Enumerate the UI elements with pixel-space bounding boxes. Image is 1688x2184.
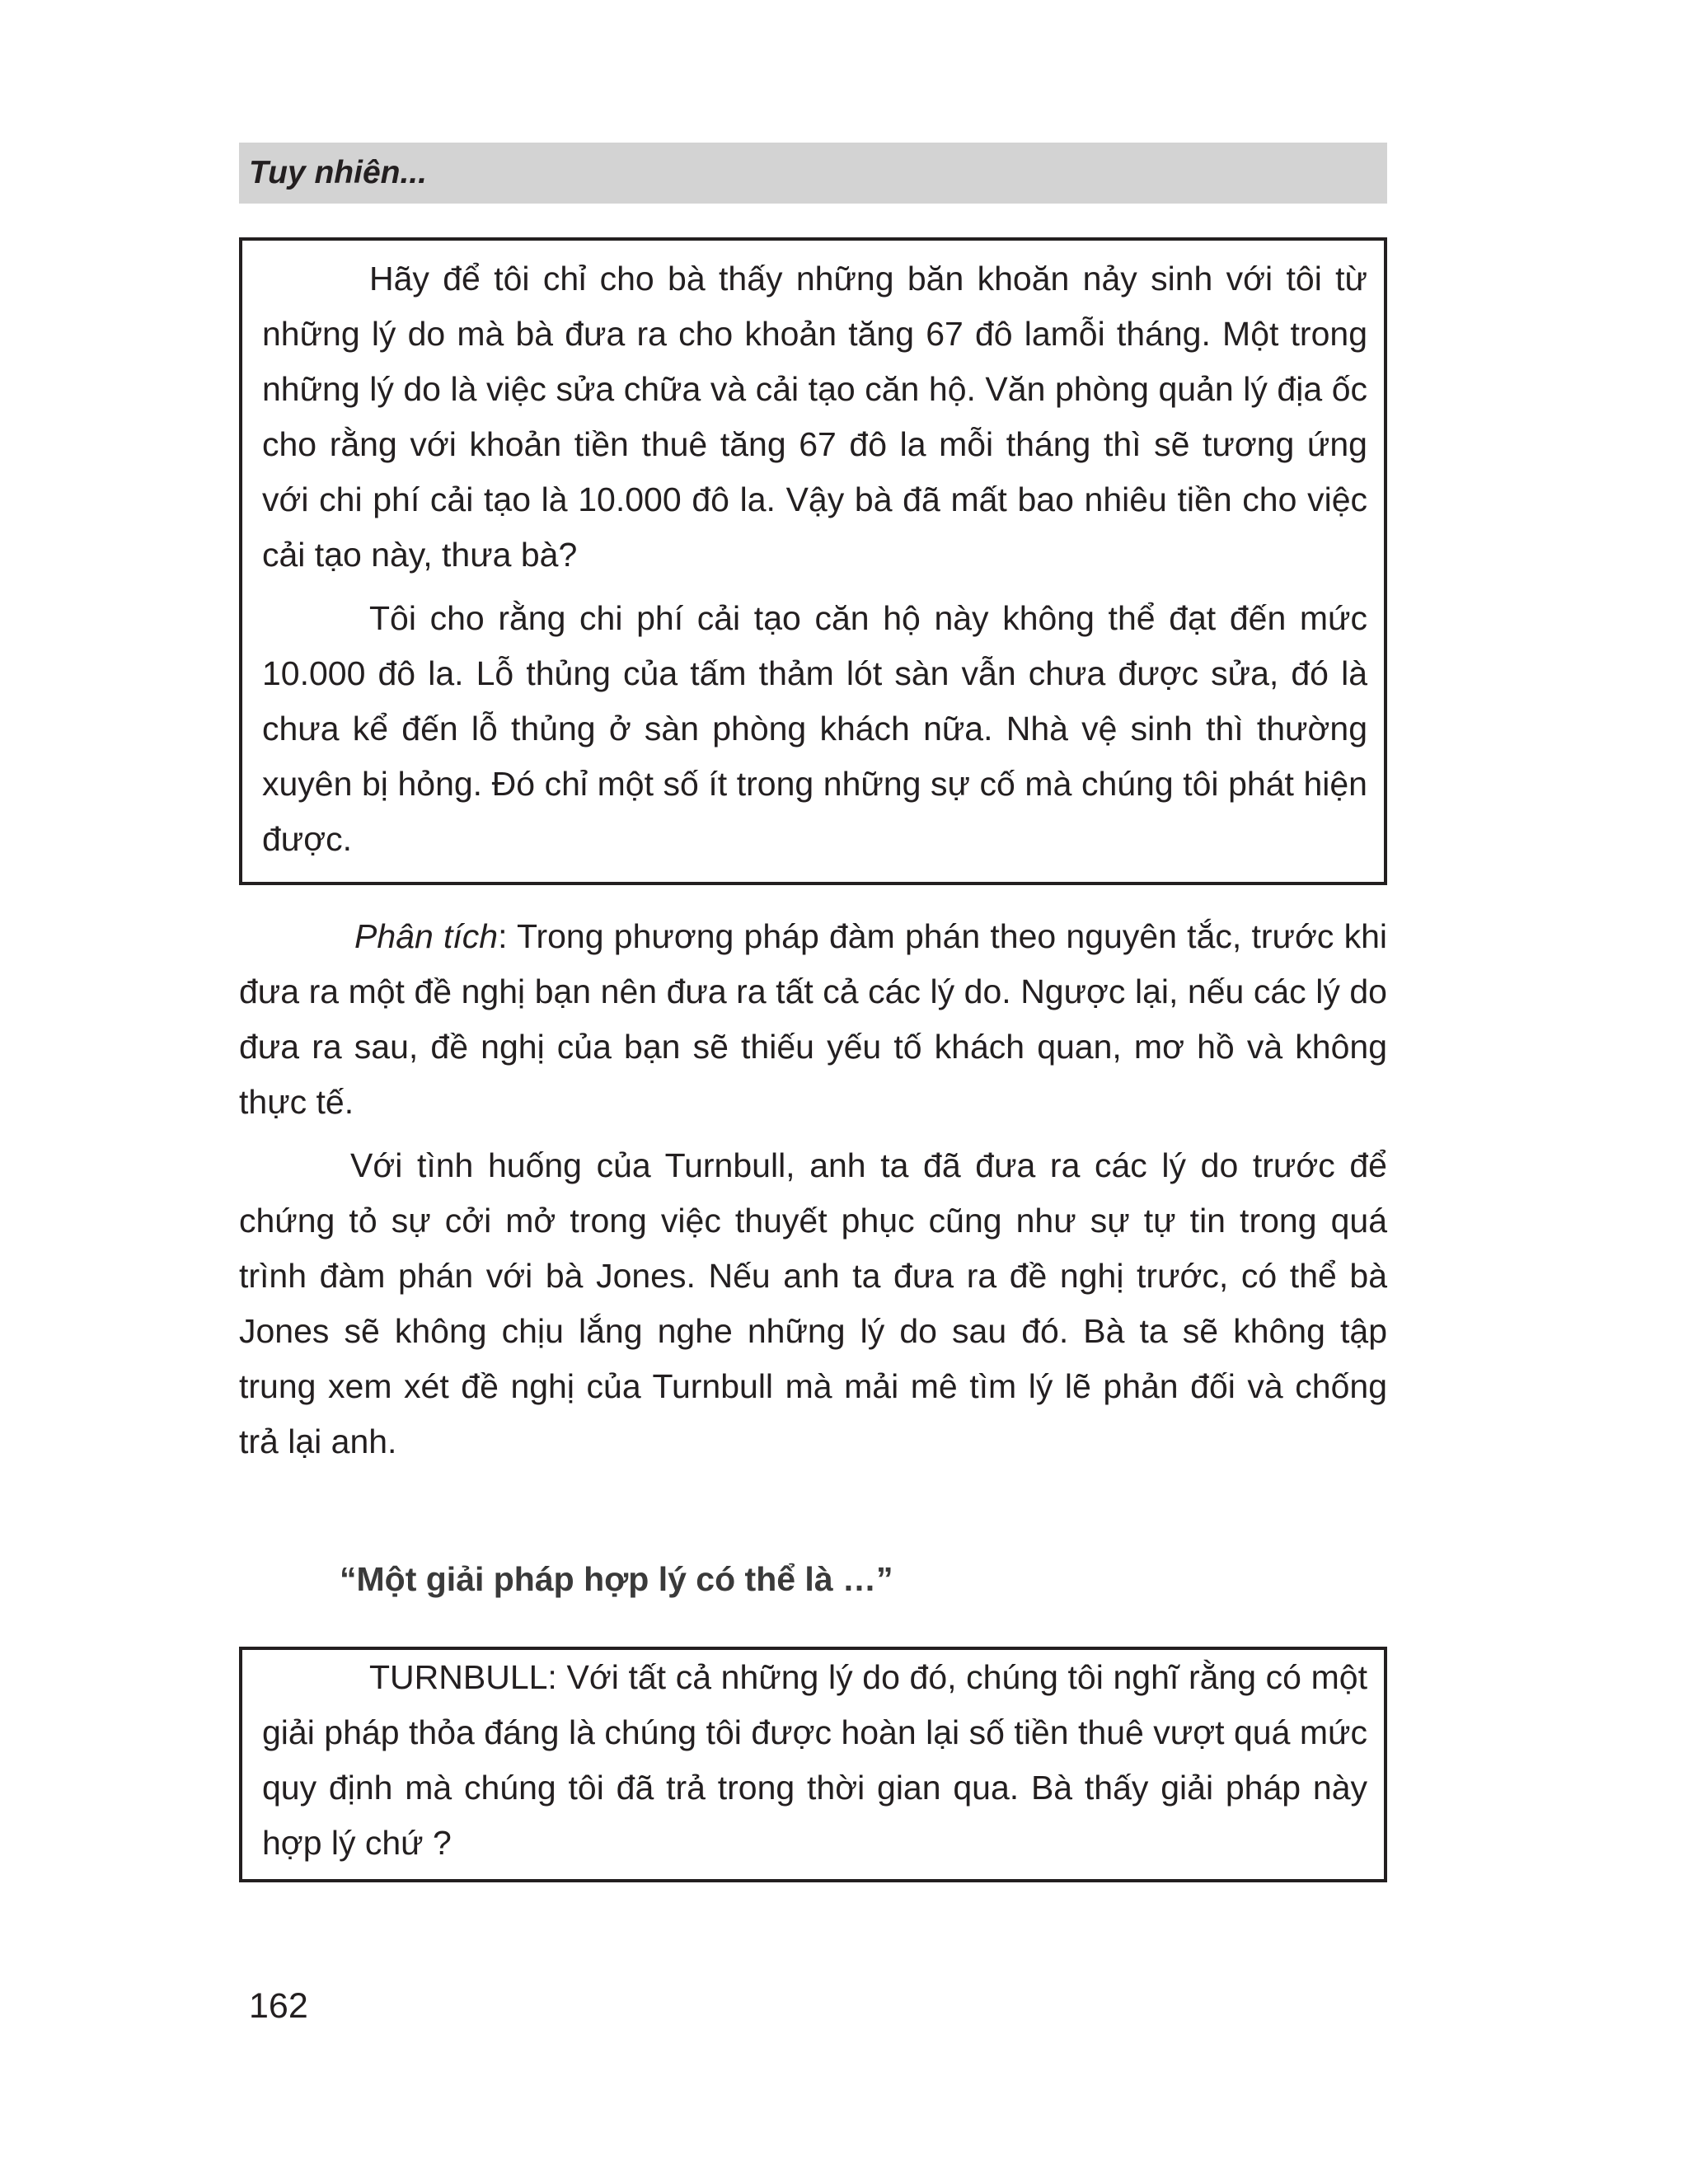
dialogue-paragraph: Hãy để tôi chỉ cho bà thấy những băn khoăn nảy sinh với tôi từ những lý do mà bà đưa ra cho khoản tăng 67 đô lamỗi tháng. Một trong những lý do là việc sửa chữa và cải tạo căn hộ. Văn phòng quản lý địa ốc cho rằng với khoản tiền thuê tăng 67 đô la mỗi tháng thì sẽ tương ứng với chi phí cải tạo là 10.000 đô la. Vậy bà đã mất bao nhiêu tiền cho việc cải tạo này, thưa bà? <box>262 260 1367 574</box>
analysis-text: : Trong phương pháp đàm phán theo nguyên tắc, trước khi đưa ra một đề nghị bạn nên đưa ra tất cả các lý do. Ngược lại, nếu các lý do đưa ra sau, đề nghị của bạn sẽ thiếu yếu tố khách quan, mơ hồ và không thực tế. <box>239 917 1388 1121</box>
dialogue-paragraph: Tôi cho rằng chi phí cải tạo căn hộ này không thể đạt đến mức 10.000 đô la. Lỗ thủng của tấm thảm lót sàn vẫn chưa được sửa, đó là chưa kể đến lỗ thủng ở sàn phòng khách nữa. Nhà vệ sinh thì thường xuyên bị hỏng. Đó chỉ một số ít trong những sự cố mà chúng tôi phát hiện được. <box>262 599 1367 858</box>
section-header <box>239 143 1387 204</box>
analysis-paragraph <box>239 909 1387 1130</box>
quote-heading: “Một giải pháp hợp lý có thể là …” <box>340 1560 893 1598</box>
section-header-text: Tuy nhiên... <box>249 155 427 190</box>
dialogue-box-reasons <box>239 237 1387 885</box>
body-text <box>239 909 1387 1469</box>
page-number: 162 <box>249 1986 308 2026</box>
dialogue-box-solution <box>239 1647 1387 1882</box>
body-paragraph: Với tình huống của Turnbull, anh ta đã đưa ra các lý do trước để chứng tỏ sự cởi mở trong việc thuyết phục cũng như sự tự tin trong quá trình đàm phán với bà Jones. Nếu anh ta đưa ra đề nghị trước, có thể bà Jones sẽ không chịu lắng nghe những lý do sau đó. Bà ta sẽ không tập trung xem xét đề nghị của Turnbull mà mải mê tìm lý lẽ phản đối và chống trả lại anh. <box>239 1146 1387 1460</box>
dialogue-paragraph: TURNBULL: Với tất cả những lý do đó, chúng tôi nghĩ rằng có một giải pháp thỏa đáng là chúng tôi được hoàn lại số tiền thuê vượt quá mức quy định mà chúng tôi đã trả trong thời gian qua. Bà thấy giải pháp này hợp lý chứ ? <box>262 1658 1367 1862</box>
analysis-label: Phân tích <box>354 917 499 955</box>
